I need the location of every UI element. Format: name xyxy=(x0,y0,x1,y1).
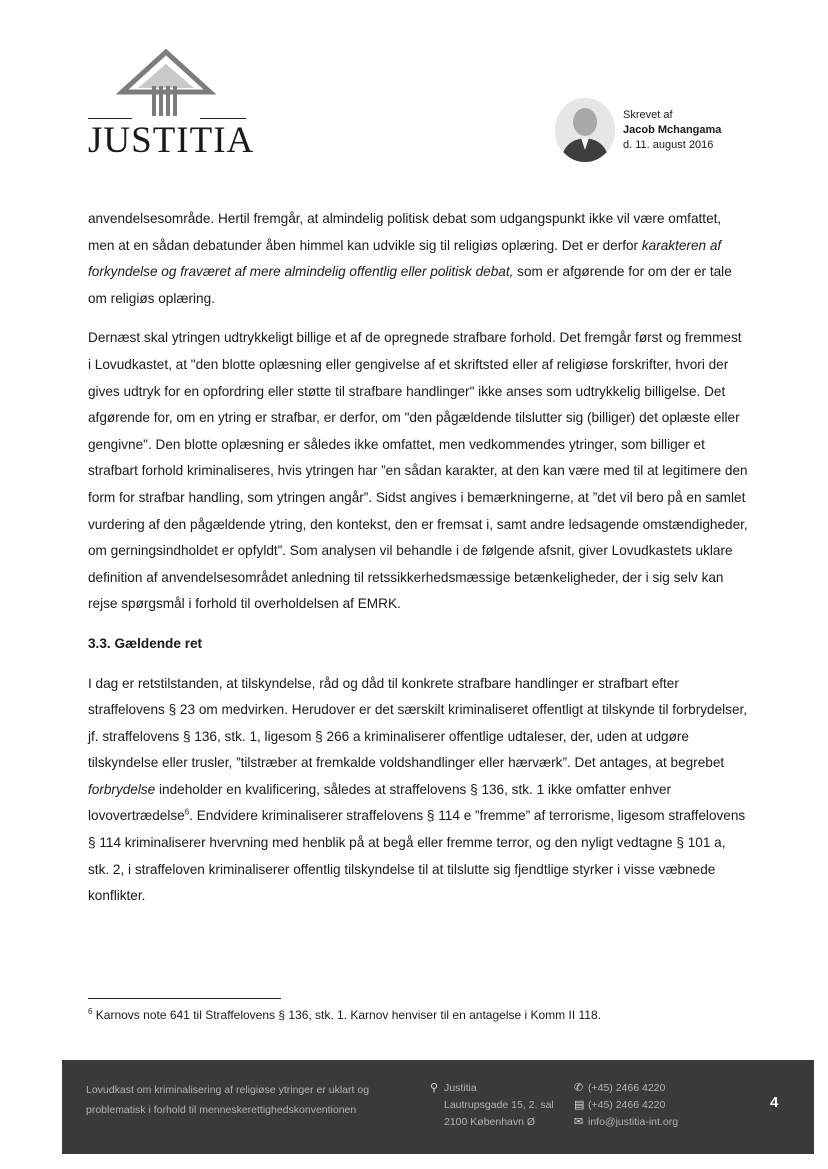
logo-wordmark: JUSTITIA xyxy=(88,120,255,161)
author-block xyxy=(555,98,795,168)
author-date: d. 11. august 2016 xyxy=(623,139,714,151)
footnote-text: Karnovs note 641 til Straffelovens § 136, stk. 1. Karnov henviser til en antagelse i Komm II 118. xyxy=(92,1008,601,1022)
footer-description-line-1: Lovudkast om kriminalisering af religiøse ytringer er uklart og xyxy=(86,1084,370,1096)
logo-rule-left xyxy=(88,118,132,119)
article-body xyxy=(88,206,748,923)
paragraph-1-italic: karakteren af forkyndelse og fraværet af mere almindelig offentlig eller politisk debat, xyxy=(88,237,722,280)
paragraph-3-run-3: indeholder en kvalificering, således at straffelovens § 136, stk. 1 ikke omfatter enhver lovovertrædelse xyxy=(88,781,672,824)
footer-org: Justitia xyxy=(444,1082,477,1094)
footer-address-line-2: 2100 København Ø xyxy=(444,1116,536,1128)
footer-phone[interactable]: (+45) 2466 4220 xyxy=(588,1082,666,1094)
footer-address xyxy=(430,1080,554,1131)
paragraph-1-run-1: anvendelsesområde. Hertil fremgår, at almindelig politisk debat som udgangspunkt ikke vil være omfattet, men at en sådan debatunder åben himmel kan udvikle sig til religiøs oplæring. Det er derfor xyxy=(88,211,722,253)
email-icon: ✉ xyxy=(574,1116,584,1128)
page-footer xyxy=(62,1060,814,1154)
paragraph-3-run-1: I dag er retstilstanden, at tilskyndelse, råd og dåd til konkrete strafbare handlinger er strafbart efter straffelovens § 23 om medvirken. Herudover er det særskilt kriminaliseret offentligt at tilskynde til forbrydelser, jf. straffelovens § 136, stk. 1, ligesom § 266 a kriminaliserer offentlige udtaleser, der, uden at udgøre tilskyndelse eller trusler, ”tilstræber at fremkalde voldshandlinger eller hærværk”. Det antages, at begrebet xyxy=(88,675,748,771)
footer-fax: (+45) 2466 4220 xyxy=(588,1099,666,1111)
paragraph-1 xyxy=(88,206,748,312)
footnote-marker: 6 xyxy=(88,1007,93,1016)
section-heading: 3.3. Gældende ret xyxy=(88,635,203,651)
justitia-logo xyxy=(88,48,255,161)
justitia-pillar-icon xyxy=(116,48,216,116)
logo-rule-right xyxy=(200,118,246,119)
paragraph-2: Dernæst skal ytringen udtrykkeligt billige et af de opregnede strafbare forhold. Det fremgår først og fremmest i Lovudkastet, at "den blotte oplæsning eller gengivelse af et skriftsted eller af religiøse forskrifter, hvori der gives udtryk for en opfordring eller støtte til strafbare handlinger" ikke anses som udtrykkelig billigelse. Det afgørende for, om en ytring er strafbar, er derfor, om "den pågældende tilslutter sig (billiger) det oplæste eller gengivne". Den blotte oplæsning er således ikke omfattet, men vedkommendes ytringer, som billiger et strafbart forhold kriminaliseres, hvis ytringen har ”en sådan karakter, at den kan være med til at legitimere den form for strafbar handling, som ytringen angår”. Sidst angives i bemærkningerne, at ”det vil bero på en samlet vurdering af den pågældende ytring, den kontekst, den er fremsat i, samt andre ledsagende omstændigheder, om gerningsindholdet er opfyldt”. Som analysen vil behandle i de følgende afsnit, giver Lovudkastets uklare definition af anvendelsesområdet anledning til retssikkerhedsmæssige betænkeligheder, der i sig selv kan rejse spørgsmål i forhold til overholdelsen af EMRK. xyxy=(88,330,748,612)
footnote xyxy=(88,1006,601,1024)
author-name: Jacob Mchangama xyxy=(623,124,722,136)
footer-description-line-2: problematisk i forhold til menneskerettighedskonventionen xyxy=(86,1104,357,1116)
paragraph-3-italic: forbrydelse xyxy=(88,781,156,797)
footer-address-line-1: Lautrupsgade 15, 2. sal xyxy=(444,1099,554,1111)
footnote-separator xyxy=(88,998,281,999)
footer-contact xyxy=(574,1080,678,1131)
footnote-reference[interactable]: 6 xyxy=(184,807,190,817)
fax-icon: ▤ xyxy=(574,1099,585,1111)
paragraph-3-run-5: . Endvidere kriminaliserer straffelovens § 114 e ”fremme” af terrorisme, ligesom straffelovens § 114 kriminaliserer hvervning med henblik på at begå eller fremme terror, og den nyligt vedtagne § 101 a, stk. 2, i straffeloven kriminaliserer offentlig tilskyndelse til at tilslutte sig fjendtlige styrker i visse væbnede konflikter. xyxy=(88,808,746,904)
footer-email[interactable]: info@justitia-int.org xyxy=(588,1116,679,1128)
paragraph-1-run-3: som er afgørende for om der er tale om religiøs oplæring. xyxy=(88,264,732,306)
phone-icon: ✆ xyxy=(574,1082,584,1094)
location-pin-icon: ⚲ xyxy=(430,1082,439,1094)
author-prefix: Skrevet af xyxy=(623,109,673,121)
page-number: 4 xyxy=(770,1094,779,1111)
author-avatar xyxy=(555,98,615,162)
footer-description xyxy=(86,1080,369,1120)
paragraph-3 xyxy=(88,671,748,910)
